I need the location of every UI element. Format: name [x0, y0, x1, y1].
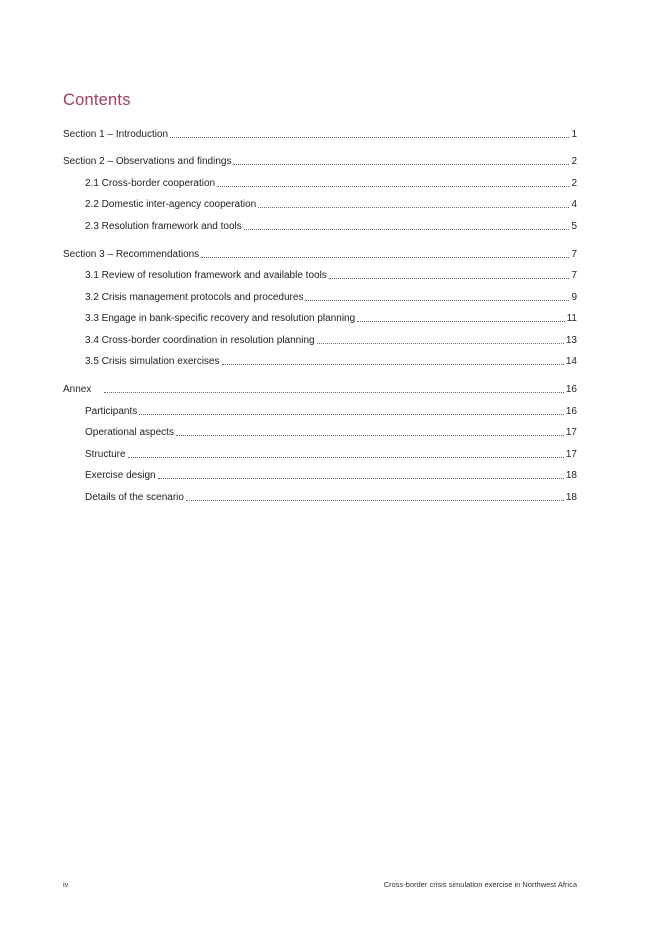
toc-entry-exercise-design[interactable]	[85, 468, 577, 483]
toc-entry-page: 2	[571, 177, 577, 189]
dot-leader	[186, 499, 564, 501]
toc-entry-3-3[interactable]	[85, 311, 577, 326]
toc-entry-page: 11	[566, 313, 577, 324]
dot-leader	[128, 456, 564, 458]
dot-leader	[244, 228, 570, 230]
toc-entry-2-3[interactable]	[85, 219, 577, 234]
toc-entry-section-3[interactable]	[63, 247, 577, 262]
dot-leader	[357, 320, 564, 322]
toc-entry-page: 4	[571, 199, 577, 210]
toc-entry-scenario-details[interactable]	[85, 490, 577, 505]
toc-entry-page: 7	[571, 270, 577, 281]
toc-entry-page: 18	[565, 470, 577, 481]
toc-entry-3-2[interactable]	[85, 290, 577, 305]
dot-leader	[217, 185, 569, 187]
dot-leader	[233, 163, 569, 165]
toc-entry-label: 3.2 Crisis management protocols and procedures	[85, 291, 304, 303]
toc-entry-label: Participants	[85, 405, 138, 417]
dot-leader	[305, 299, 569, 301]
toc-entry-3-4[interactable]	[85, 333, 577, 348]
toc-entry-section-2[interactable]	[63, 154, 577, 169]
dot-leader	[201, 256, 569, 258]
toc-entry-section-1[interactable]	[63, 127, 577, 142]
toc-entry-page: 2	[571, 156, 577, 167]
toc-entry-label: 3.3 Engage in bank-specific recovery and resolution planning	[85, 313, 356, 324]
toc-entry-label: 3.5 Crisis simulation exercises	[85, 356, 220, 367]
footer-document-title: Cross-border crisis simulation exercise in Northwest Africa	[383, 880, 577, 889]
toc-entry-label: 3.1 Review of resolution framework and available tools	[85, 270, 327, 281]
dot-leader	[104, 391, 564, 393]
dot-leader	[139, 413, 564, 415]
contents-heading: Contents	[63, 91, 131, 109]
toc-entry-label: Operational aspects	[85, 427, 174, 438]
dot-leader	[170, 136, 569, 138]
toc-entry-label: Section 3 – Recommendations	[63, 248, 200, 260]
toc-entry-page: 5	[571, 220, 577, 232]
toc-entry-label: Section 2 – Observations and findings	[63, 156, 232, 167]
toc-entry-label: Details of the scenario	[85, 491, 184, 503]
table-of-contents	[63, 125, 577, 505]
toc-entry-label: 2.3 Resolution framework and tools	[85, 220, 242, 232]
footer-page-number: iv	[63, 880, 69, 889]
dot-leader	[329, 277, 570, 279]
toc-entry-3-5[interactable]	[85, 354, 577, 369]
toc-entry-page: 9	[571, 291, 577, 303]
dot-leader	[176, 434, 564, 436]
toc-entry-page: 17	[565, 448, 577, 460]
toc-entry-page: 18	[565, 491, 577, 503]
toc-entry-2-1[interactable]	[85, 176, 577, 191]
toc-entry-label: Structure	[85, 448, 126, 460]
toc-entry-page: 16	[565, 384, 577, 395]
toc-entry-participants[interactable]	[85, 404, 577, 419]
dot-leader	[158, 477, 564, 479]
dot-leader	[222, 363, 564, 365]
toc-entry-label: Exercise design	[85, 470, 156, 481]
toc-entry-label: 3.4 Cross-border coordination in resolution planning	[85, 334, 315, 346]
dot-leader	[258, 206, 569, 208]
toc-entry-structure[interactable]	[85, 447, 577, 462]
toc-entry-label: 2.2 Domestic inter-agency cooperation	[85, 199, 257, 210]
toc-entry-page: 14	[565, 356, 577, 367]
toc-entry-page: 17	[565, 427, 577, 438]
toc-entry-label: Section 1 – Introduction	[63, 129, 169, 140]
toc-entry-page: 7	[571, 248, 577, 260]
toc-entry-label: 2.1 Cross-border cooperation	[85, 177, 216, 189]
toc-entry-page: 1	[571, 129, 577, 140]
dot-leader	[317, 342, 564, 344]
toc-entry-page: 16	[565, 405, 577, 417]
toc-entry-page: 13	[565, 334, 577, 346]
toc-entry-2-2[interactable]	[85, 197, 577, 212]
toc-entry-annex[interactable]	[63, 382, 577, 397]
toc-entry-3-1[interactable]	[85, 268, 577, 283]
toc-entry-label: Annex	[63, 384, 92, 395]
toc-entry-operational-aspects[interactable]	[85, 425, 577, 440]
